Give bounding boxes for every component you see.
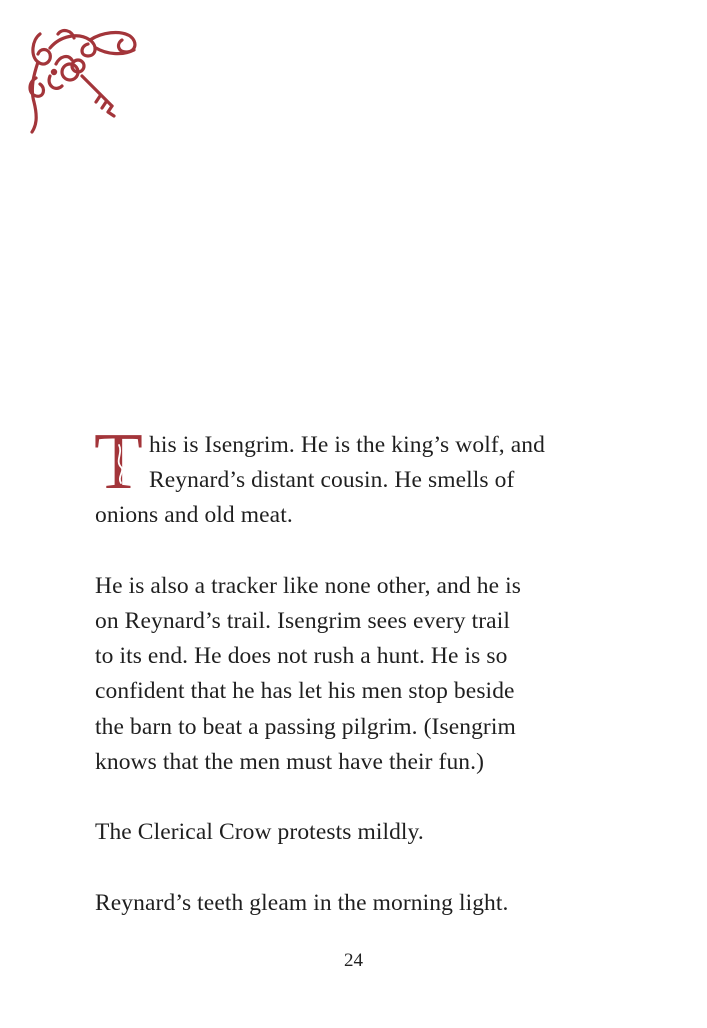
paragraph-1-line-2: Reynard’s distant cousin. He smells of <box>149 467 515 494</box>
paragraph-2-line-5: the barn to beat a passing pilgrim. (Isengrim <box>95 713 516 740</box>
page-number: 24 <box>344 950 363 971</box>
drop-cap <box>94 418 143 506</box>
key-flourish-icon <box>26 26 144 138</box>
drop-cap-ornament-icon <box>95 431 141 497</box>
paragraph-2-line-3: to its end. He does not rush a hunt. He is so <box>95 643 508 670</box>
paragraph-2-line-6: knows that the men must have their fun.) <box>95 748 485 775</box>
body-text <box>94 418 615 956</box>
drop-cap-letter: T <box>94 418 143 506</box>
paragraph-2-line-1: He is also a tracker like none other, and he is <box>95 572 521 599</box>
paragraph-2-line-2: on Reynard’s trail. Isengrim sees every trail <box>95 608 510 634</box>
paragraph-2 <box>95 569 615 780</box>
paragraph-3-line-1: The Clerical Crow protests mildly. <box>95 819 424 846</box>
paragraph-1-line-3: onions and old meat. <box>95 502 293 529</box>
paragraph-2-line-4: confident that he has let his men stop beside <box>95 678 515 705</box>
paragraph-4-line-1: Reynard’s teeth gleam in the morning light. <box>95 889 509 916</box>
paragraph-4 <box>95 886 615 921</box>
paragraph-1 <box>94 418 615 534</box>
paragraph-3 <box>95 815 615 850</box>
paragraph-1-line-1: his is Isengrim. He is the king’s wolf, and <box>149 432 545 458</box>
